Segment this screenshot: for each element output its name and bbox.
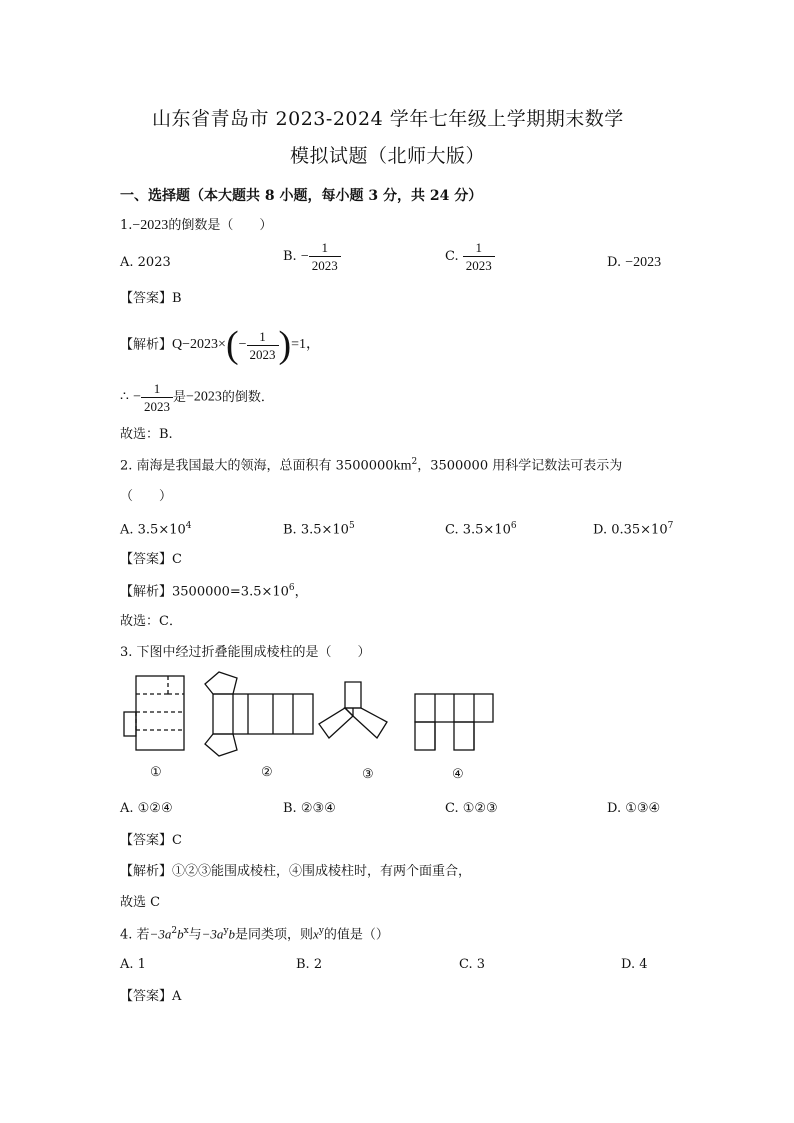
q2-unit-exponent: 2 [411,457,418,467]
q4-stem-tail: 的值是（） [323,927,389,943]
q1-conclusion-value: −2023 [185,389,222,405]
q1-option-b [283,241,341,272]
q4-term-2-b: b [228,926,236,942]
q2-answer-value: C [172,552,182,567]
analysis-tag: 【解析】 [120,584,173,600]
q2-option-b [283,522,355,536]
q3-option-a: A. ①②④ [120,801,173,816]
q4-term-2-exponent: y [223,926,229,936]
q3-option-b: B. ②③④ [283,801,336,816]
q1-conclusion [120,382,274,413]
q4-answer [120,990,181,1003]
q3-analysis [120,865,471,878]
q1-option-c-denominator: 2023 [463,256,495,272]
q2-analysis-tail: ， [294,584,308,600]
title-line-2: 模拟试题（北师大版） [290,145,486,167]
q4-option-a: A. 1 [120,957,146,972]
q1-analysis-right: =1， [291,337,321,352]
q2-option-d-exponent: 7 [667,521,674,531]
q2-option-d-base: D. 0.35×10 [593,522,668,538]
analysis-tag: 【解析】 [120,337,173,353]
q2-stem-rest: ，3500000 用科学记数法可表示为 [417,458,623,474]
q2-stem-text: 2. 南海是我国最大的领海，总面积有 3500000 [120,458,394,474]
q3-figure-1 [124,676,184,750]
q3-figure-label-1: ① [150,765,162,780]
q3-choose: 故选 C [120,895,161,910]
q1-option-b-numerator: 1 [321,240,328,255]
q3-analysis-text: ①②③能围成棱柱，④围成棱柱时，有两个面重合， [172,864,472,879]
q4-stem-prefix: 4. 若 [120,927,150,943]
q2-option-d [593,522,673,536]
q2-analysis [120,584,308,598]
q3-figure-3 [319,682,387,738]
q2-analysis-exponent: 6 [288,583,295,593]
q1-option-c-label: C. [445,249,459,264]
q1-conclusion-denominator: 2023 [141,397,173,413]
q2-option-a [120,522,192,536]
q3-figure-2 [205,672,313,756]
q4-base-x: x [313,926,319,942]
q2-unit: km [393,458,412,474]
q1-number: 1. [120,218,133,233]
q1-stem-rest: 的倒数是（ ） [168,218,273,233]
q4-answer-value: A [172,989,182,1004]
q1-analysis-fraction [247,330,279,361]
q3-figure-label-3: ③ [362,767,374,782]
q4-term-1: −3a [149,926,172,942]
q2-option-c-base: C. 3.5×10 [445,522,511,538]
q1-analysis [120,326,320,364]
answer-tag: 【答案】 [120,989,173,1004]
q4-and: 与 [188,927,202,943]
q2-option-c [445,522,517,536]
q2-stem [120,458,622,473]
q1-option-b-denominator: 2023 [309,256,341,272]
q4-option-d: D. 4 [621,957,648,972]
q1-option-d-value: −2023 [625,255,662,270]
q2-option-b-base: B. 3.5×10 [283,522,349,538]
q1-analysis-sign: − [238,337,247,352]
q1-conclusion-fraction [141,382,173,413]
q3-option-c: C. ①②③ [445,801,498,816]
q1-analysis-numerator: 1 [259,328,266,344]
q1-option-a: A. 2023 [120,255,171,270]
q2-option-a-base: A. 3.5×10 [120,522,186,538]
q1-left-paren: ( [225,324,239,366]
q4-exponent-y: y [318,926,324,936]
analysis-tag: 【解析】 [120,864,173,879]
q1-option-c-numerator: 1 [475,240,483,255]
q1-neg-value: −2023 [132,218,169,233]
therefore-symbol: ∴ [120,389,129,405]
q1-answer [120,292,182,305]
q2-option-a-exponent: 4 [185,521,192,531]
q2-answer [120,553,182,566]
q1-option-b-sign: − [300,249,309,264]
q2-option-b-exponent: 5 [348,521,355,531]
q3-figure-label-4: ④ [452,767,464,782]
q1-because-symbol: Q [172,337,183,352]
title-line-1: 山东省青岛市 2023-2024 学年七年级上学期期末数学 [152,108,624,130]
q4-option-c: C. 3 [459,957,486,972]
q1-conclusion-numerator: 1 [153,381,161,396]
q1-option-b-fraction [309,241,341,272]
q1-conclusion-mid: 是 [172,390,186,405]
q4-stem-mid: 是同类项，则 [235,927,314,943]
q3-figure-label-2: ② [261,765,273,780]
q3-stem: 3. 下图中经过折叠能围成棱柱的是（ ） [120,645,371,660]
q1-choose: 故选：B. [120,427,173,442]
section-heading: 一、选择题（本大题共 8 小题，每小题 3 分，共 24 分） [120,188,483,204]
answer-tag: 【答案】 [120,291,173,306]
q1-analysis-denominator: 2023 [247,345,279,361]
q4-term-1-exponent-a: 2 [171,926,178,936]
q4-option-b: B. 2 [296,957,323,972]
q1-conclusion-sign: − [133,389,141,405]
q3-answer-value: C [172,833,182,848]
q2-option-c-exponent: 6 [510,521,517,531]
q1-answer-value: B [172,291,182,306]
q3-option-d: D. ①③④ [607,801,661,816]
q2-analysis-text: 3500000=3.5×10 [172,584,289,600]
q4-term-1-exponent-b: x [183,926,189,936]
q2-paren: （ ） [120,489,173,504]
q4-term-1-b: b [177,926,184,942]
q1-option-d [607,256,661,270]
q1-option-b-label: B. [283,249,297,264]
q3-figure-4 [415,694,493,750]
q1-option-c [445,241,495,272]
q3-figures [115,668,675,788]
answer-tag: 【答案】 [120,552,173,567]
q4-stem [120,927,389,941]
q1-right-paren: ) [278,324,292,366]
answer-tag: 【答案】 [120,833,173,848]
q3-answer [120,834,182,847]
q1-conclusion-tail: 的倒数． [221,390,274,405]
q4-term-2: −3a [201,926,224,942]
q1-stem [120,219,272,233]
q2-choose: 故选：C． [120,614,182,629]
q1-analysis-left: −2023× [182,337,226,352]
q1-option-c-fraction [463,241,495,272]
q1-option-d-label: D. [607,255,622,270]
